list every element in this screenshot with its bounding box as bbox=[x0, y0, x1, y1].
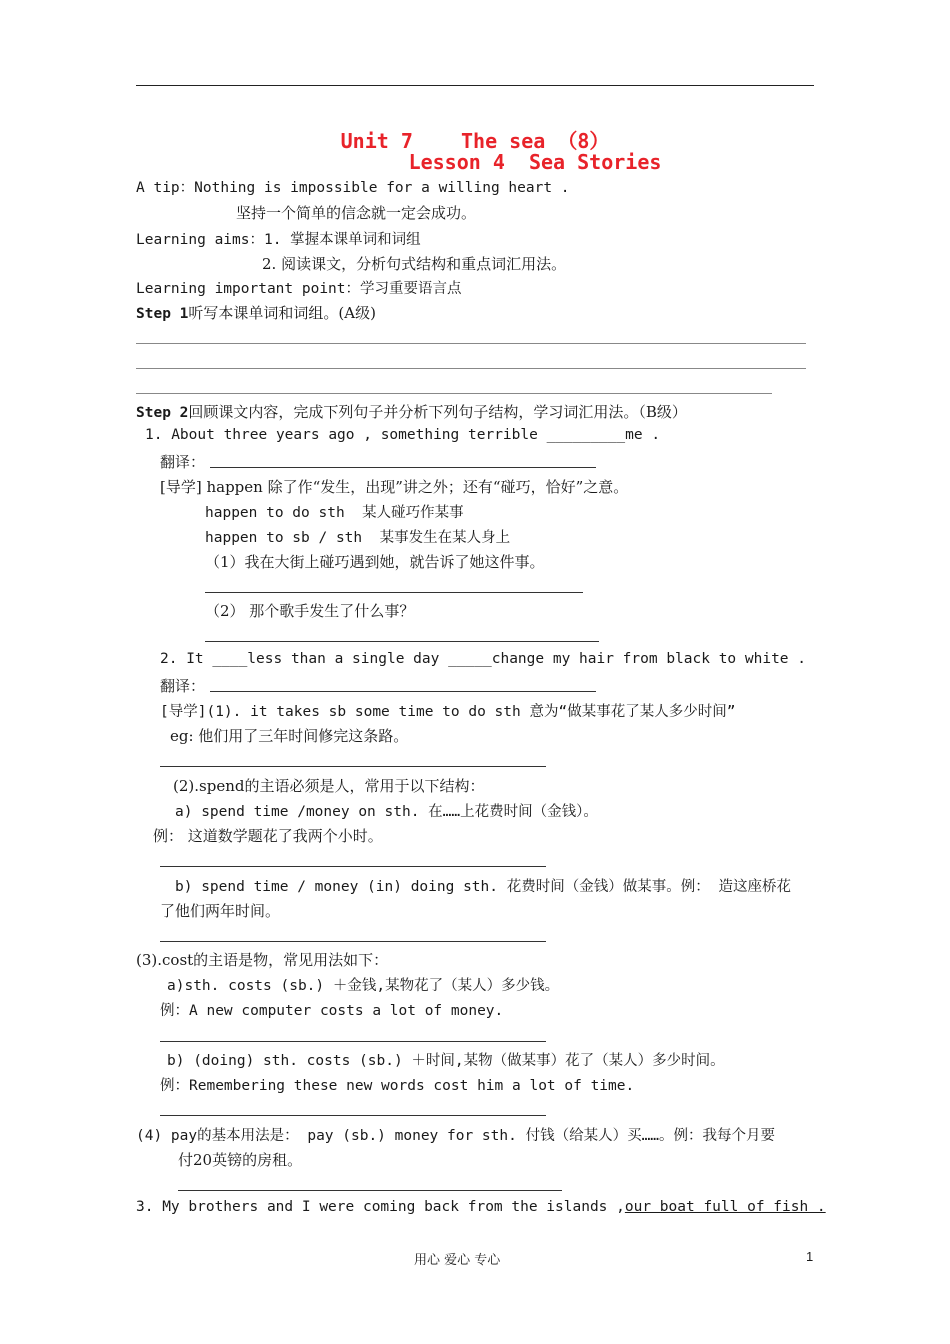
answer-line bbox=[178, 1190, 562, 1191]
tip-chinese: 坚持一个简单的信念就一定会成功。 bbox=[236, 204, 477, 222]
answer-line bbox=[160, 766, 546, 767]
q2-translation-label: 翻译： bbox=[160, 677, 206, 695]
cost-usage-a: a)sth. costs (sb.) ＋金钱,某物花了（某人）多少钱。 bbox=[167, 978, 560, 994]
step2-heading bbox=[136, 401, 687, 422]
learning-aims-2: 2. 阅读课文，分析句式结构和重点词汇用法。 bbox=[262, 255, 567, 273]
step1-text: 听写本课单词和词组。(A级) bbox=[188, 304, 376, 322]
q1-guide: [导学] happen 除了作“发生，出现”讲之外；还有“碰巧，恰好”之意。 bbox=[160, 478, 629, 496]
spend-usage-b: b) spend time / money (in) doing sth. 花费时间（金钱）做某事。例： 造这座桥花 bbox=[175, 879, 791, 895]
spend-usage-a: a) spend time /money on sth. 在……上花费时间（金钱）。 bbox=[175, 804, 598, 820]
tip-line: A tip：Nothing is impossible for a willing heart . bbox=[136, 180, 570, 196]
answer-line bbox=[136, 343, 806, 344]
step2-text: 回顾课文内容，完成下列句子并分析下列句子结构，学习词汇用法。（B级） bbox=[188, 403, 687, 421]
q3-text: 3. My brothers and I were coming back from the islands , bbox=[136, 1199, 625, 1215]
answer-line bbox=[136, 368, 806, 369]
step1-label: Step 1 bbox=[136, 306, 189, 322]
cost-usage-b-example: 例：Remembering these new words cost him a lot of time. bbox=[160, 1078, 635, 1094]
step1-heading bbox=[136, 302, 376, 323]
lesson-title: Lesson 4 Sea Stories bbox=[408, 150, 662, 174]
cost-usage-a-example: 例：A new computer costs a lot of money. bbox=[160, 1003, 504, 1019]
q1-translation-label: 翻译： bbox=[160, 453, 206, 471]
answer-line bbox=[205, 592, 583, 593]
q1-exercise-2: （2） 那个歌手发生了什么事？ bbox=[205, 602, 415, 620]
answer-line bbox=[210, 691, 596, 692]
q1-phrase-1: happen to do sth 某人碰巧作某事 bbox=[205, 505, 464, 521]
q2-example: eg: 他们用了三年时间修完这条路。 bbox=[170, 727, 409, 745]
answer-line bbox=[160, 941, 546, 942]
learning-aims-1: Learning aims：1. 掌握本课单词和词组 bbox=[136, 232, 421, 248]
question-3 bbox=[136, 1199, 826, 1215]
step2-label: Step 2 bbox=[136, 405, 189, 421]
cost-usage-b: b) (doing) sth. costs (sb.) ＋时间,某物（做某事）花了（某人）多少时间。 bbox=[167, 1053, 725, 1069]
question-2: 2. It ____less than a single day _____change my hair from black to white . bbox=[160, 651, 807, 667]
learning-important-point: Learning important point：学习重要语言点 bbox=[136, 281, 462, 297]
answer-line bbox=[205, 641, 599, 642]
q3-underlined: our boat full of fish . bbox=[624, 1199, 826, 1215]
footer-motto: 用心 爱心 专心 bbox=[414, 1253, 501, 1268]
answer-line bbox=[160, 866, 546, 867]
q1-phrase-2: happen to sb / sth 某事发生在某人身上 bbox=[205, 530, 511, 546]
q1-exercise-1: （1）我在大街上碰巧遇到她，就告诉了她这件事。 bbox=[205, 553, 545, 571]
pay-usage-cont: 付20英镑的房租。 bbox=[178, 1151, 303, 1169]
answer-line bbox=[136, 393, 772, 394]
pay-usage: (4) pay的基本用法是： pay (sb.) money for sth. 付钱（给某人）买……。例：我每个月要 bbox=[136, 1128, 776, 1144]
question-1: 1. About three years ago , something terrible _________me . bbox=[145, 427, 661, 443]
answer-line bbox=[210, 467, 596, 468]
spend-usage-a-example: 例： 这道数学题花了我两个小时。 bbox=[153, 827, 383, 845]
unit-title: Unit 7 The sea （8） bbox=[340, 129, 610, 153]
answer-line bbox=[160, 1115, 546, 1116]
top-rule bbox=[136, 85, 814, 86]
page-number: 1 bbox=[806, 1249, 814, 1264]
q2-guide: [导学](1). it takes sb some time to do sth 意为“做某事花了某人多少时间” bbox=[160, 704, 736, 720]
spend-heading: (2).spend的主语必须是人，常用于以下结构： bbox=[173, 777, 485, 795]
answer-line bbox=[160, 1041, 546, 1042]
spend-usage-b-cont: 了他们两年时间。 bbox=[160, 902, 281, 920]
cost-heading: (3).cost的主语是物，常见用法如下： bbox=[136, 951, 389, 969]
